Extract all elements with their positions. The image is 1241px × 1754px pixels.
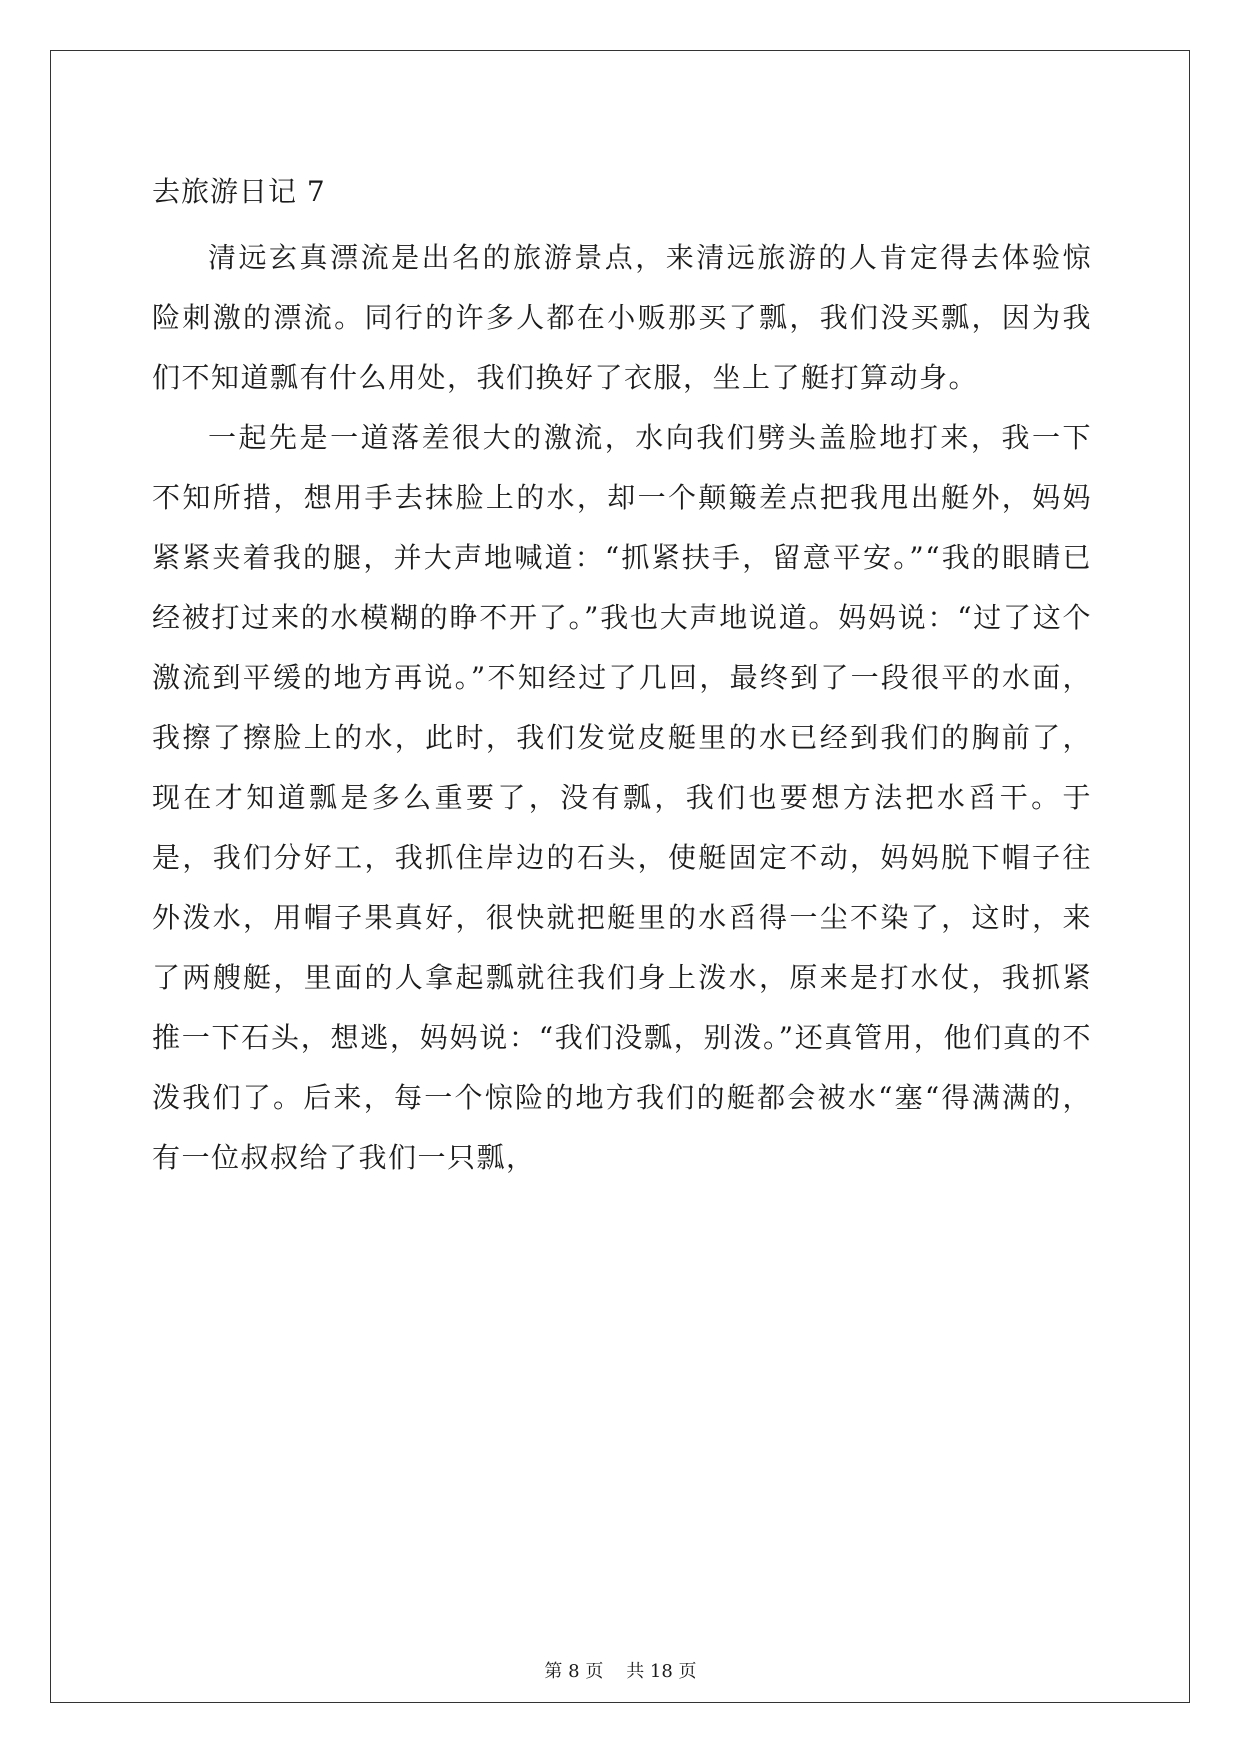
paragraph: 一起先是一道落差很大的激流，水向我们劈头盖脸地打来，我一下不知所措，想用手去抹脸上的水，却一个颠簸差点把我甩出艇外，妈妈紧紧夹着我的腿，并大声地喊道：“抓紧扶手，留意平安。”“我的眼睛已经被打过来的水模糊的睁不开了。”我也大声地说道。妈妈说：“过了这个激流到平缓的地方再说。”不知经过了几回，最终到了一段很平的水面，我擦了擦脸上的水，此时，我们发觉皮艇里的水已经到我们的胸前了，现在才知道瓢是多么重要了，没有瓢，我们也要想方法把水舀干。于是，我们分好工，我抓住岸边的石头，使艇固定不动，妈妈脱下帽子往外泼水，用帽子果真好，很快就把艇里的水舀得一尘不染了，这时，来了两艘艇，里面的人拿起瓢就往我们身上泼水，原来是打水仗，我抓紧推一下石头，想逃，妈妈说：“我们没瓢，别泼。”还真管用，他们真的不泼我们了。后来，每一个惊险的地方我们的艇都会被水“塞“得满满的，有一位叔叔给了我们一只瓢， — [152, 421, 1092, 1174]
document-title: 去旅游日记 7 — [152, 175, 326, 208]
paragraph: 清远玄真漂流是出名的旅游景点，来清远旅游的人肯定得去体验惊险刺激的漂流。同行的许多人都在小贩那买了瓢，我们没买瓢，因为我们不知道瓢有什么用处，我们换好了衣服，坐上了艇打算动身。 — [152, 241, 1092, 394]
document-body — [152, 228, 1092, 1188]
page-number-footer: 第 8 页 共 18 页 — [544, 1661, 697, 1682]
